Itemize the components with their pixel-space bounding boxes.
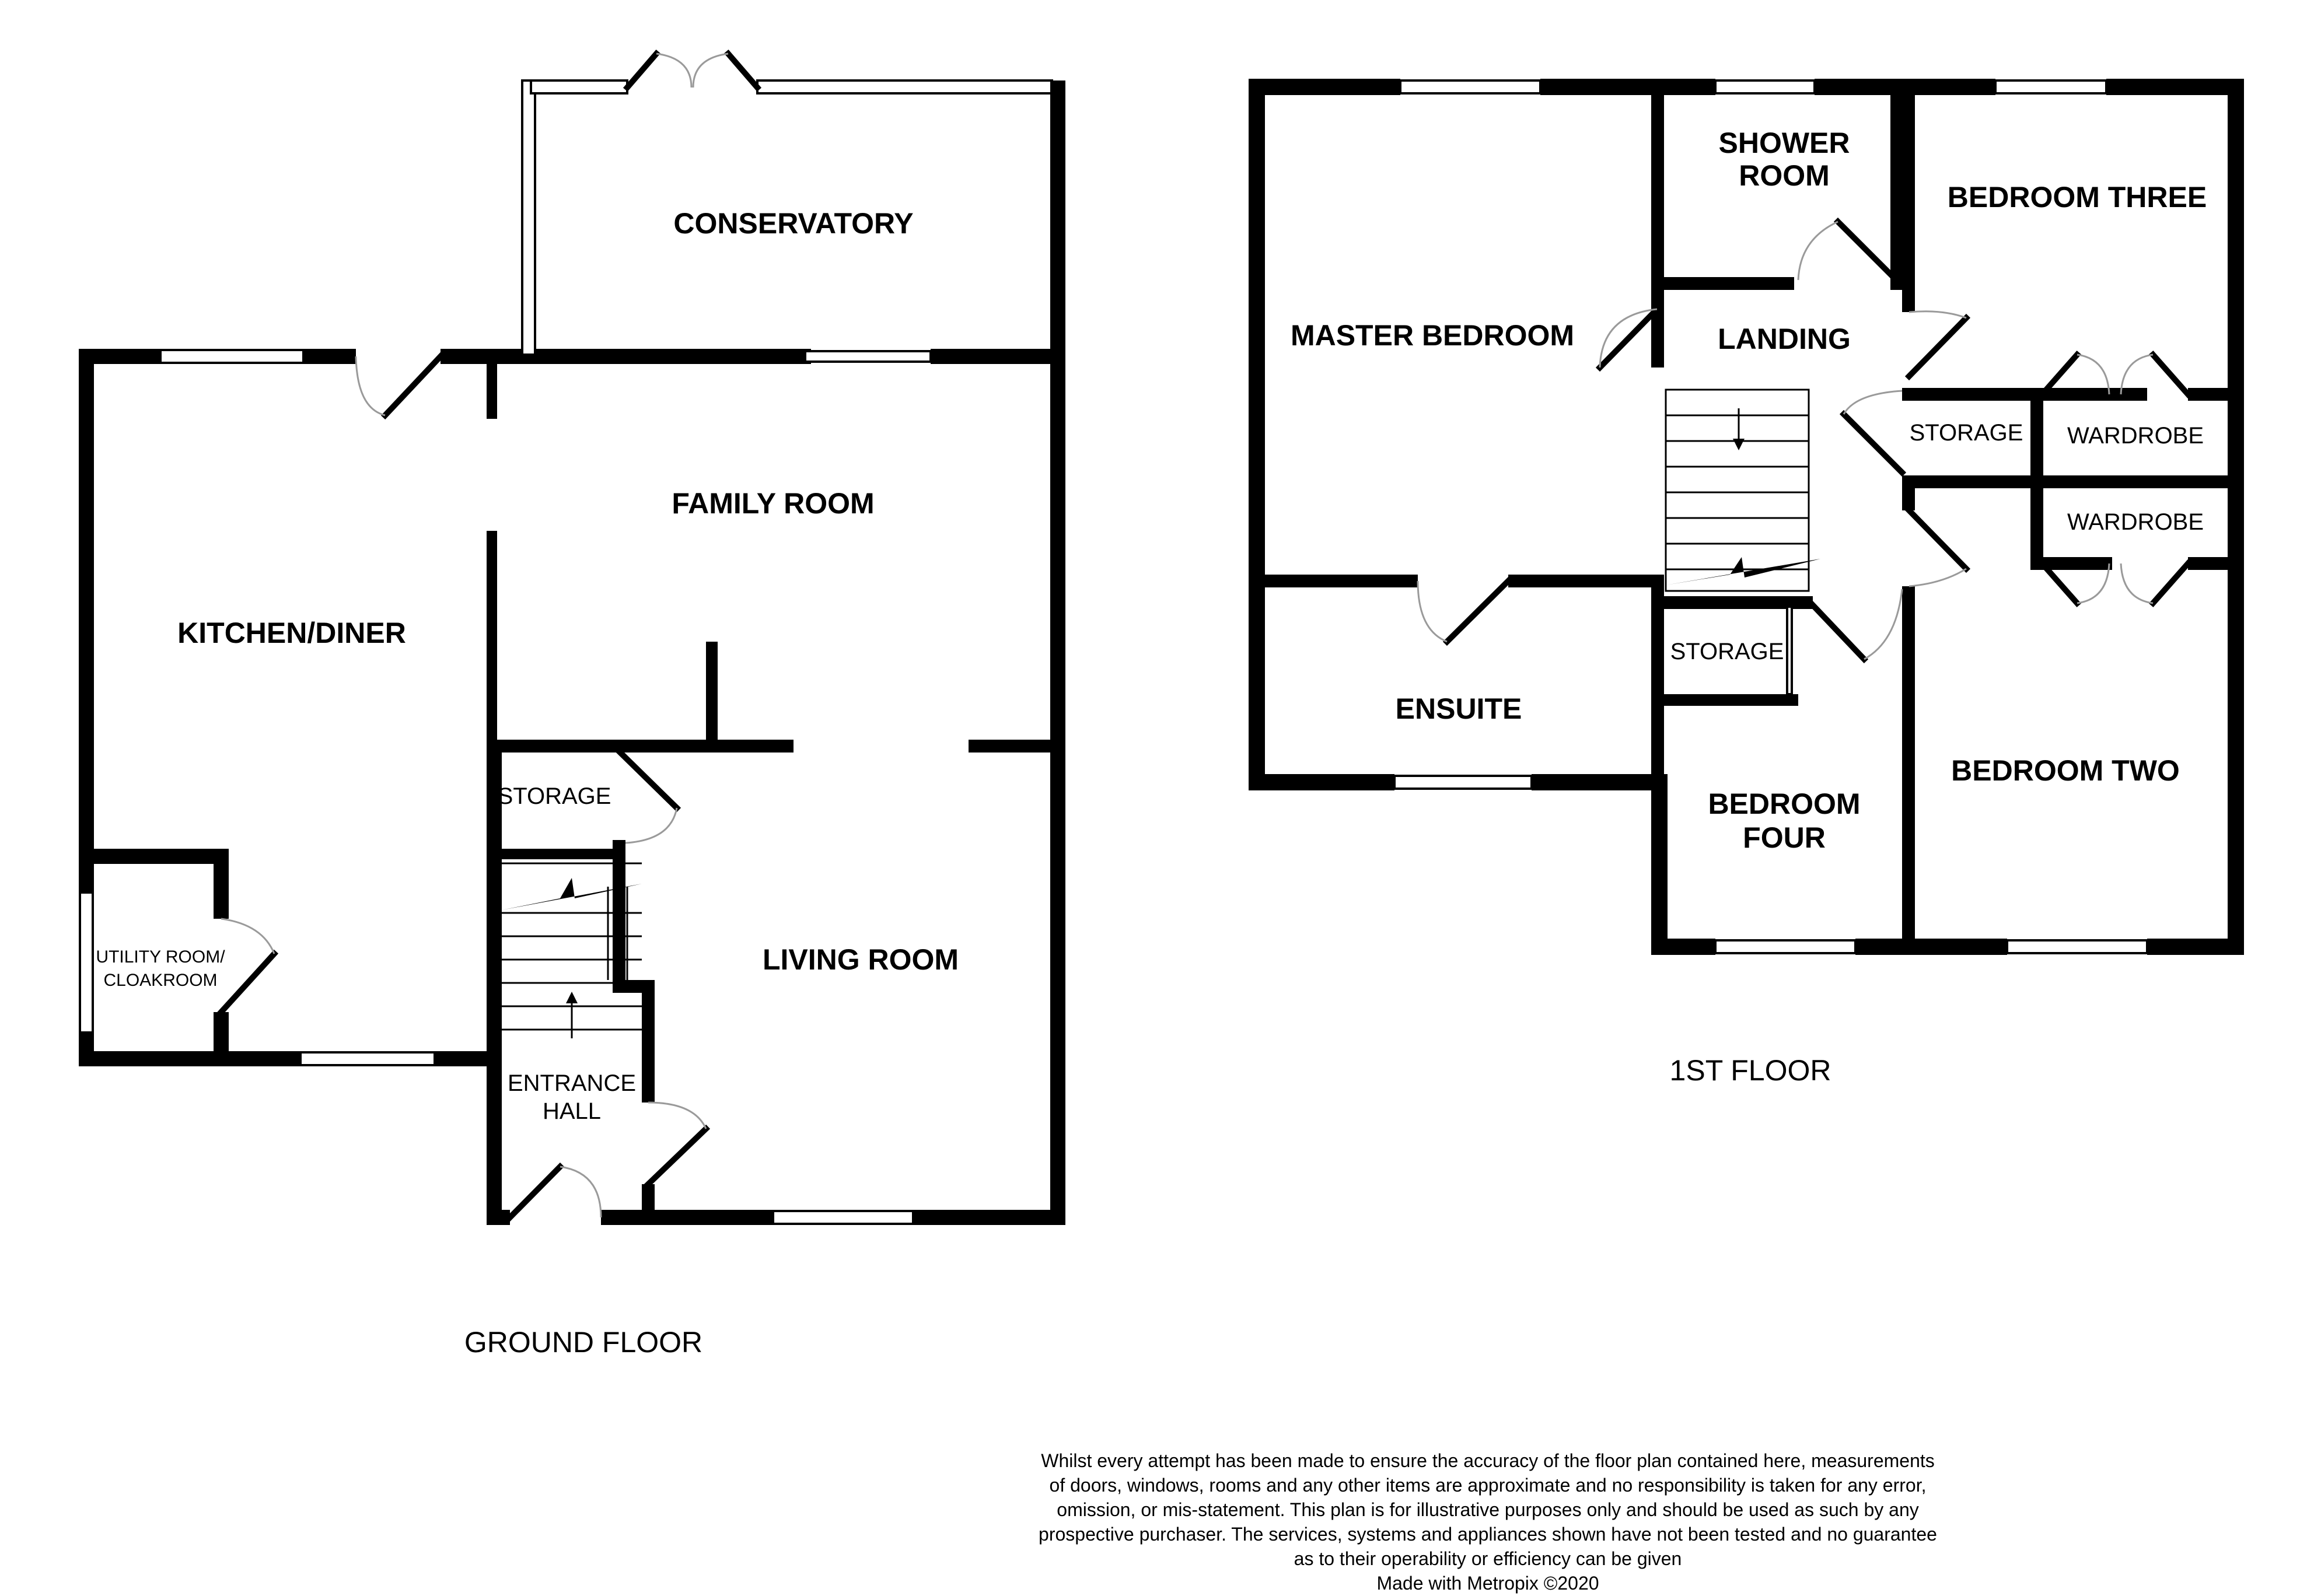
room-label-family-room: FAMILY ROOM	[672, 487, 875, 520]
room-label-utility-line1: UTILITY ROOM/	[96, 947, 225, 967]
room-label-ensuite: ENSUITE	[1395, 692, 1522, 725]
conservatory-front-glazing-right	[757, 80, 1052, 93]
room-label-landing: LANDING	[1718, 323, 1851, 355]
room-label-bedroom-two: BEDROOM TWO	[1951, 754, 2180, 787]
bedroom-three-window	[1995, 80, 2106, 93]
shower-room-window	[1715, 80, 1815, 93]
room-label-storage: STORAGE	[497, 783, 611, 809]
kitchen-window-bottom	[300, 1052, 435, 1065]
sliding-door	[805, 351, 931, 362]
living-room-window	[773, 1211, 913, 1224]
room-label-living-room: LIVING ROOM	[762, 943, 959, 976]
room-label-bedroom-four-line1: BEDROOM	[1708, 788, 1861, 820]
disclaimer-line: omission, or mis-statement. This plan is for illustrative purposes only and should be used as such by any	[1057, 1499, 1919, 1520]
disclaimer-line: as to their operability or efficiency can be given	[1294, 1548, 1682, 1569]
room-label-bedroom-three: BEDROOM THREE	[1947, 181, 2207, 214]
bedroom-two-window	[2007, 940, 2147, 953]
room-label-kitchen-diner: KITCHEN/DINER	[177, 617, 406, 649]
first-floor-plan	[1249, 79, 2244, 1087]
utility-window	[80, 892, 93, 1032]
room-label-storage-right: STORAGE	[1909, 420, 2023, 446]
disclaimer-line: of doors, windows, rooms and any other items are approximate and no responsibility is taken for any error,	[1049, 1475, 1927, 1496]
room-label-utility-line2: CLOAKROOM	[103, 971, 218, 990]
first-staircase	[1666, 390, 1820, 591]
room-label-entrance-line1: ENTRANCE	[507, 1070, 637, 1096]
disclaimer-line: Whilst every attempt has been made to ensure the accuracy of the floor plan contained here, measurements	[1041, 1450, 1935, 1471]
first-floor-caption: 1ST FLOOR	[1669, 1054, 1831, 1087]
room-label-bedroom-four-line2: FOUR	[1743, 821, 1826, 854]
room-label-wardrobe-lower: WARDROBE	[2067, 509, 2204, 535]
master-bedroom-window	[1400, 80, 1540, 93]
room-label-shower-line2: ROOM	[1739, 159, 1830, 192]
kitchen-window-top	[160, 350, 303, 363]
room-label-wardrobe-upper: WARDROBE	[2067, 423, 2204, 449]
room-label-master-bedroom: MASTER BEDROOM	[1290, 319, 1575, 352]
disclaimer-credit: Made with Metropix ©2020	[1376, 1573, 1599, 1594]
conservatory-side-glazing	[522, 80, 535, 355]
ground-floor-caption: GROUND FLOOR	[464, 1326, 703, 1359]
conservatory-front-glazing-left	[531, 80, 627, 93]
room-label-storage-left: STORAGE	[1670, 639, 1784, 664]
room-label-shower-line1: SHOWER	[1718, 127, 1850, 159]
disclaimer-line: prospective purchaser. The services, systems and appliances shown have not been tested and no guarantee	[1039, 1524, 1937, 1545]
bedroom-four-window	[1715, 940, 1855, 953]
storage-partition	[1787, 607, 1792, 694]
room-label-conservatory: CONSERVATORY	[673, 207, 914, 240]
ensuite-window	[1394, 776, 1532, 789]
ground-floor-plan	[79, 54, 1065, 1359]
room-label-entrance-line2: HALL	[542, 1098, 602, 1124]
disclaimer	[1039, 1450, 1937, 1594]
